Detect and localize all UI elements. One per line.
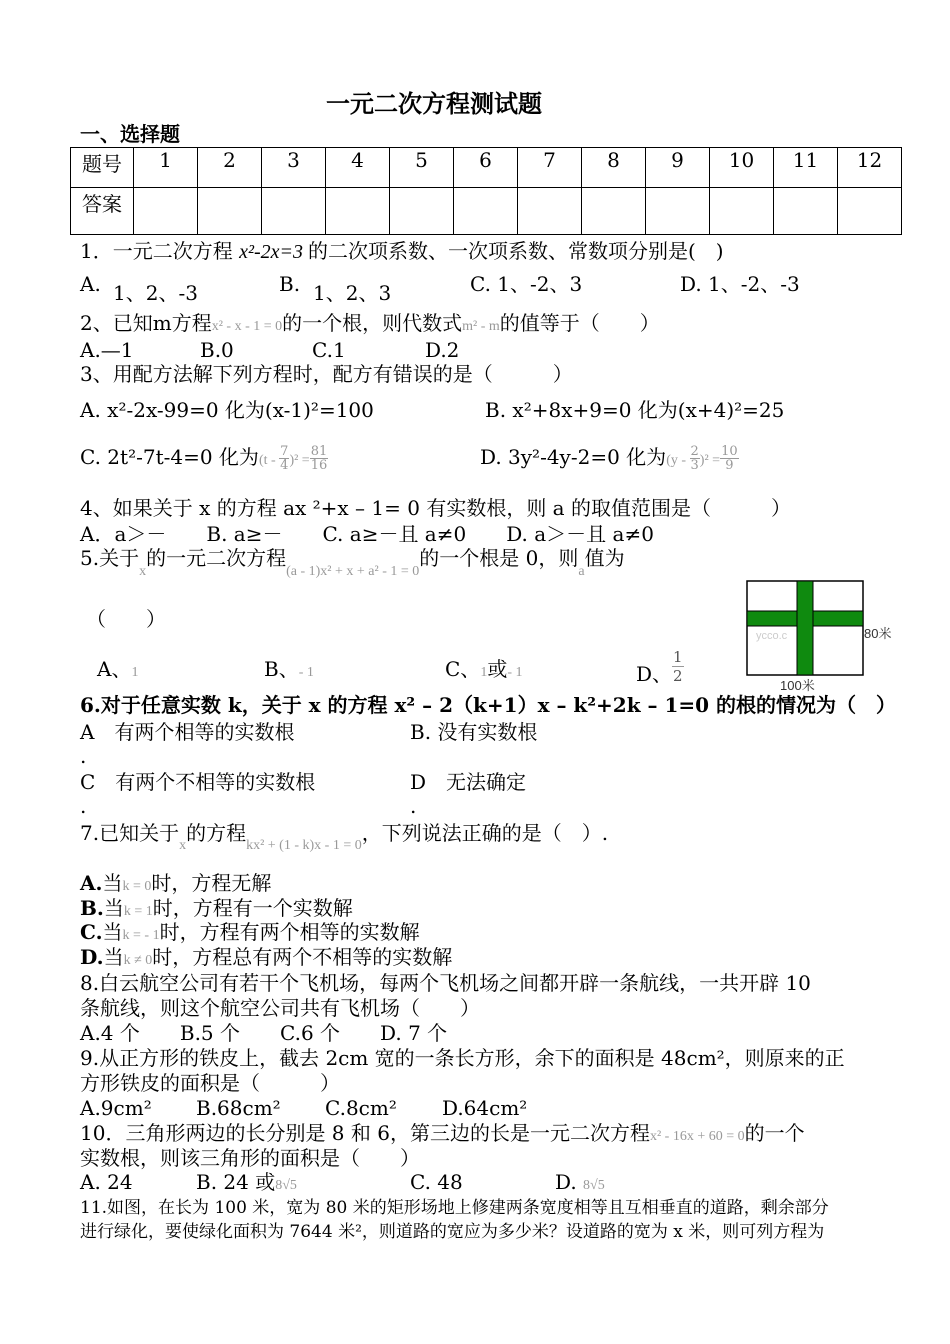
answer-cell[interactable] bbox=[518, 188, 582, 235]
q9-option-c: C.8cm² bbox=[325, 1096, 397, 1120]
q3-option-d bbox=[480, 445, 739, 473]
fraction: $\frac{10}{9}$ bbox=[721, 444, 738, 473]
question-5-stem bbox=[80, 546, 625, 579]
q7-option-d: D.当k ≠ 0时，方程总有两个不相等的实数解 bbox=[80, 945, 453, 969]
question-9-line1: 9.从正方形的铁皮上，截去 2cm 宽的一条长方形，余下的面积是 48cm²，则原来的正 bbox=[80, 1046, 845, 1070]
table-cell-number: 11 bbox=[774, 148, 838, 188]
width-label: 80米 bbox=[864, 626, 892, 641]
question-text: 的一个 bbox=[744, 1121, 805, 1145]
q1-option-c: C. 1、-2、3 bbox=[470, 272, 583, 296]
question-text: 的方程 bbox=[186, 821, 247, 845]
table-row-answers bbox=[71, 188, 902, 235]
question-9-line2: 方形铁皮的面积是（ ） bbox=[80, 1071, 340, 1095]
q7-option-a: A.当k = 0时，方程无解 bbox=[80, 871, 272, 895]
q6-option-d: D 无法确定 bbox=[410, 770, 527, 794]
equation: (y - bbox=[666, 453, 690, 468]
table-cell-number: 4 bbox=[326, 148, 390, 188]
option-text: C. 2t²-7t-4=0 化为 bbox=[80, 445, 259, 469]
q6-dot: . bbox=[80, 744, 87, 768]
q3-option-b: B. x²+8x+9=0 化为(x+4)²=25 bbox=[485, 398, 785, 422]
q6-option-a: A 有两个相等的实数根 bbox=[80, 720, 295, 744]
question-8-line1: 8.白云航空公司有若干个飞机场，每两个飞机场之间都开辟一条航线，一共开辟 10 bbox=[80, 971, 811, 995]
watermark: ycco.c bbox=[756, 630, 788, 642]
question-text: 值为 bbox=[584, 546, 625, 570]
answer-cell[interactable] bbox=[582, 188, 646, 235]
q7-option-c: C.当k = - 1时，方程有两个相等的实数解 bbox=[80, 920, 420, 944]
table-cell-number: 1 bbox=[134, 148, 198, 188]
table-cell-number: 8 bbox=[582, 148, 646, 188]
q5-option-c: C、1或- 1 bbox=[445, 657, 523, 681]
table-row-numbers bbox=[71, 148, 902, 188]
table-cell-number: 6 bbox=[454, 148, 518, 188]
question-text: 10．三角形两边的长分别是 8 和 6，第三边的长是一元二次方程 bbox=[80, 1121, 650, 1145]
table-header-number: 题号 bbox=[71, 148, 134, 188]
q2-option-b: B.0 bbox=[200, 338, 234, 362]
q6-dot: . bbox=[80, 794, 87, 818]
q2-option-d: D.2 bbox=[425, 338, 460, 362]
q1-option-a-label: A. bbox=[80, 272, 101, 296]
question-7-stem bbox=[80, 821, 609, 853]
page-title: 一元二次方程测试题 bbox=[326, 89, 542, 118]
table-cell-number: 7 bbox=[518, 148, 582, 188]
vertical-road bbox=[797, 581, 813, 675]
equation: (a - 1)x² + x + a² - 1 = 0 bbox=[286, 564, 420, 579]
equation: m² - m bbox=[462, 319, 500, 334]
q2-option-c: C.1 bbox=[312, 338, 346, 362]
q1-option-b-label: B. bbox=[279, 272, 301, 296]
equation: kx² + (1 - k)x - 1 = 0 bbox=[246, 838, 362, 853]
q6-option-c: C 有两个不相等的实数根 bbox=[80, 770, 316, 794]
question-3-stem: 3、用配方法解下列方程时，配方有错误的是（ ） bbox=[80, 362, 573, 386]
question-6-stem: 6.对于任意实数 k，关于 x 的方程 x² – 2（k+1）x – k²+2k – 1=0 的根的情况为（ ） bbox=[80, 693, 897, 717]
question-text: 7.已知关于 bbox=[80, 821, 180, 845]
option-text: D. 3y²-4y-2=0 化为 bbox=[480, 445, 667, 469]
q9-option-a: A.9cm² bbox=[80, 1096, 152, 1120]
q1-option-d: D. 1、-2、-3 bbox=[680, 272, 800, 296]
table-cell-number: 3 bbox=[262, 148, 326, 188]
q9-option-d: D.64cm² bbox=[442, 1096, 528, 1120]
q7-option-b: B.当k = 1时，方程有一个实数解 bbox=[80, 896, 353, 920]
answer-cell[interactable] bbox=[198, 188, 262, 235]
q3-option-c bbox=[80, 445, 328, 473]
question-2-stem bbox=[80, 311, 660, 339]
answer-cell[interactable] bbox=[710, 188, 774, 235]
question-text: 5.关于 bbox=[80, 546, 140, 570]
question-text: 1．一元二次方程 bbox=[80, 239, 240, 263]
answer-cell[interactable] bbox=[326, 188, 390, 235]
answer-cell[interactable] bbox=[262, 188, 326, 235]
answer-cell[interactable] bbox=[774, 188, 838, 235]
question-text: 的值等于（ ） bbox=[499, 311, 660, 335]
table-cell-number: 12 bbox=[838, 148, 902, 188]
variable: x bbox=[179, 838, 187, 853]
question-text: 的一个根是 0，则 bbox=[419, 546, 579, 570]
question-text: 的一元二次方程 bbox=[146, 546, 287, 570]
fraction: $\frac{81}{16}$ bbox=[310, 444, 328, 473]
equation: )² = bbox=[289, 453, 310, 468]
length-label: 100米 bbox=[780, 678, 815, 693]
question-11-line1: 11.如图，在长为 100 米，宽为 80 米的矩形场地上修建两条宽度相等且互相垂直的道路，剩余部分 bbox=[80, 1198, 829, 1218]
question-text: 2、已知m方程 bbox=[80, 311, 212, 335]
variable: a bbox=[578, 564, 585, 579]
question-text: ，下列说法正确的是（ ）. bbox=[361, 821, 609, 845]
q10-option-a: A. 24 bbox=[80, 1170, 133, 1194]
answer-table bbox=[70, 147, 902, 235]
answer-cell[interactable] bbox=[390, 188, 454, 235]
answer-cell[interactable] bbox=[134, 188, 198, 235]
table-cell-number: 2 bbox=[198, 148, 262, 188]
question-10-line1 bbox=[80, 1121, 805, 1149]
table-header-answer: 答案 bbox=[71, 188, 134, 235]
equation: (t - bbox=[258, 453, 280, 468]
q2-option-a: A.—1 bbox=[80, 338, 134, 362]
q10-option-b: B. 24 或8√5 bbox=[196, 1170, 297, 1194]
q1-option-a: 1、2、-3 bbox=[113, 281, 198, 305]
table-cell-number: 10 bbox=[710, 148, 774, 188]
equation: x²-2x=3 bbox=[239, 241, 308, 263]
variable: x bbox=[139, 564, 147, 579]
q10-option-c: C. 48 bbox=[410, 1170, 463, 1194]
question-text: 的一个根，则代数式 bbox=[282, 311, 463, 335]
q6-option-b: B. 没有实数根 bbox=[410, 720, 538, 744]
q1-option-b: 1、2、3 bbox=[313, 281, 392, 305]
q9-option-b: B.68cm² bbox=[196, 1096, 281, 1120]
answer-cell[interactable] bbox=[454, 188, 518, 235]
equation: )² = bbox=[699, 453, 721, 468]
answer-cell[interactable] bbox=[838, 188, 902, 235]
equation: x² - 16x + 60 = 0 bbox=[649, 1129, 745, 1144]
answer-cell[interactable] bbox=[646, 188, 710, 235]
question-1-stem bbox=[80, 239, 724, 264]
question-8-line2: 条航线，则这个航空公司共有飞机场（ ） bbox=[80, 996, 480, 1020]
fraction: $\frac{2}{3}$ bbox=[690, 444, 699, 473]
equation: x² - x - 1 = 0 bbox=[211, 319, 283, 334]
section-heading: 一、选择题 bbox=[80, 122, 180, 146]
q8-options: A.4 个 B.5 个 C.6 个 D. 7 个 bbox=[80, 1021, 448, 1045]
q5-option-a: A、1 bbox=[97, 657, 139, 681]
question-4-stem: 4、如果关于 x 的方程 ax ²+x – 1= 0 有实数根，则 a 的取值范围是（ ） bbox=[80, 496, 791, 520]
fraction: $\frac{7}{4}$ bbox=[280, 444, 289, 473]
q10-option-d: D. 8√5 bbox=[555, 1170, 605, 1194]
table-cell-number: 5 bbox=[390, 148, 454, 188]
question-11-line2: 进行绿化，要使绿化面积为 7644 米²，则道路的宽应为多少米？设道路的宽为 x 米，则可列方程为 bbox=[80, 1222, 825, 1242]
q6-dot: . bbox=[410, 794, 417, 818]
question-text: 的二次项系数、一次项系数、常数项分别是( ) bbox=[308, 239, 724, 263]
q3-option-a: A. x²-2x-99=0 化为(x-1)²=100 bbox=[80, 398, 374, 422]
road-figure bbox=[746, 580, 892, 698]
table-cell-number: 9 bbox=[646, 148, 710, 188]
q5-option-b: B、- 1 bbox=[264, 657, 314, 681]
q4-options: A．a＞－ B. a≥－ C. a≥－且 a≠0 D. a＞－且 a≠0 bbox=[80, 522, 654, 546]
q5-answer-paren: （ ） bbox=[86, 607, 166, 631]
question-10-line2: 实数根，则该三角形的面积是（ ） bbox=[80, 1146, 420, 1170]
q5-option-d: D、 $\frac{1}{2}$ bbox=[636, 648, 683, 686]
